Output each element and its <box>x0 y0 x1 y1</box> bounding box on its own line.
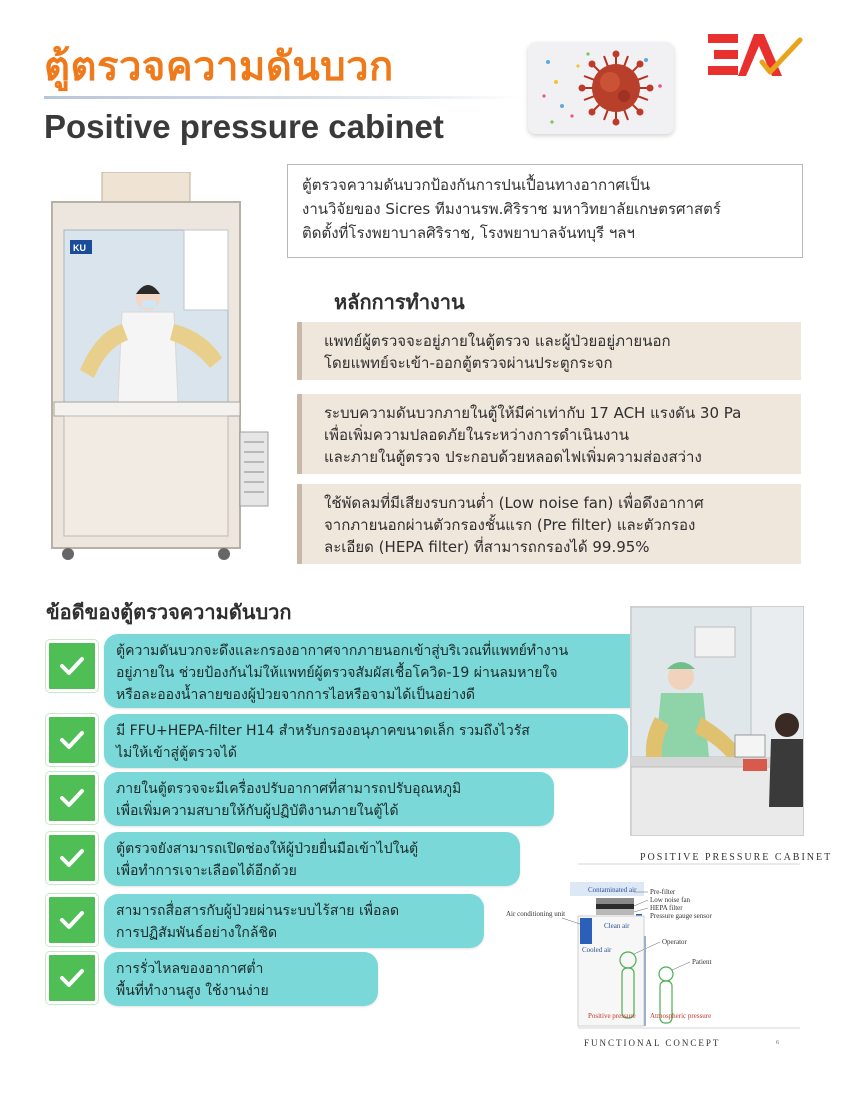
principle-item <box>297 394 801 474</box>
diagram-title: POSITIVE PRESSURE CABINET <box>640 852 833 863</box>
logo-icon <box>704 28 804 88</box>
label-positive-pressure: Positive pressure <box>588 1012 636 1020</box>
principles-heading: หลักการทำงาน <box>334 290 465 314</box>
label-clean-air: Clean air <box>604 922 630 930</box>
label-operator: Operator <box>662 938 687 946</box>
label-cooled-air: Cooled air <box>582 946 612 954</box>
check-icon <box>46 772 98 824</box>
principle-line: ใช้พัดลมที่มีเสียงรบกวนต่ำ (Low noise fan) เพื่อดึงอากาศ <box>324 494 704 512</box>
advantage-bubble <box>104 772 554 826</box>
principle-line: และภายในตู้ตรวจ ประกอบด้วยหลอดไฟเพิ่มความส่องสว่าง <box>324 448 702 466</box>
principle-line: ละเอียด (HEPA filter) ที่สามารถกรองได้ 99.95% <box>324 538 650 556</box>
principle-line: โดยแพทย์จะเข้า-ออกตู้ตรวจผ่านประตูกระจก <box>324 354 613 372</box>
advantage-bubble <box>104 634 674 708</box>
check-icon <box>46 714 98 766</box>
advantage-bubble <box>104 894 484 948</box>
label-contaminated-air: Contaminated air <box>588 886 637 894</box>
label-pressure-gauge: Pressure gauge sensor <box>650 912 712 920</box>
title-divider <box>44 96 524 99</box>
label-hepa-filter: HEPA filter <box>650 904 683 912</box>
check-icon <box>46 894 98 946</box>
check-icon <box>46 952 98 1004</box>
principle-item <box>297 322 801 380</box>
advantage-line: เพื่อเพิ่มความสบายให้กับผู้ปฏิบัติงานภายในตู้ได้ <box>116 803 399 819</box>
ku-badge-text: KU <box>73 243 86 253</box>
advantage-bubble <box>104 714 628 768</box>
label-air-conditioning: Air conditioning unit <box>506 910 566 918</box>
advantage-bubble <box>104 832 520 886</box>
advantage-line: พื้นที่ทำงานสูง ใช้งานง่าย <box>116 983 269 999</box>
advantage-line: ไม่ให้เข้าสู่ตู้ตรวจได้ <box>116 745 237 761</box>
principle-line: แพทย์ผู้ตรวจจะอยู่ภายในตู้ตรวจ และผู้ป่วยอยู่ภายนอก <box>324 332 671 350</box>
advantage-line: หรือละอองน้ำลายของผู้ป่วยจากการไอหรือจามได้เป็นอย่างดี <box>116 687 476 703</box>
principle-item <box>297 484 801 564</box>
virus-illustration <box>528 42 674 134</box>
page-title-thai: ตู้ตรวจความดันบวก <box>44 44 394 90</box>
intro-line: ตู้ตรวจความดันบวกป้องกันการปนเปื้อนทางอากาศเป็น <box>302 176 650 194</box>
virus-icon <box>528 42 674 134</box>
label-low-noise-fan: Low noise fan <box>650 896 691 904</box>
advantage-line: เพื่อทำการเจาะเลือดได้อีกด้วย <box>116 863 297 879</box>
advantage-line: มี FFU+HEPA-filter H14 สำหรับกรองอนุภาคขนาดเล็ก รวมถึงไวรัส <box>116 723 530 739</box>
intro-text-box <box>287 164 803 258</box>
intro-line: ติดตั้งที่โรงพยาบาลศิริราช, โรงพยาบาลจันทบุรี ฯลฯ <box>302 224 635 242</box>
advantages-heading: ข้อดีของตู้ตรวจความดันบวก <box>46 600 292 624</box>
cabinet-photo <box>44 172 276 564</box>
advantage-line: ตู้ตรวจยังสามารถเปิดช่องให้ผู้ป่วยยื่นมือเข้าไปในตู้ <box>116 841 419 857</box>
advantage-line: อยู่ภายใน ช่วยป้องกันไม่ให้แพทย์ผู้ตรวจสัมผัสเชื้อโควิด-19 ผ่านลมหายใจ <box>116 665 558 681</box>
check-icon <box>46 640 98 692</box>
diagram-footer: FUNCTIONAL CONCEPT <box>584 1038 721 1048</box>
advantage-line: การปฏิสัมพันธ์อย่างใกล้ชิด <box>116 925 278 941</box>
advantage-line: สามารถสื่อสารกับผู้ป่วยผ่านระบบไร้สาย เพื่อลด <box>116 903 400 919</box>
advantage-bubble <box>104 952 378 1006</box>
intro-line: งานวิจัยของ Sicres ทีมงานรพ.ศิริราช มหาวิทยาลัยเกษตรศาสตร์ <box>302 200 721 218</box>
principle-line: จากภายนอกผ่านตัวกรองชั้นแรก (Pre filter) และตัวกรอง <box>324 516 696 534</box>
label-pre-filter: Pre-filter <box>650 888 676 896</box>
advantage-line: ตู้ความดันบวกจะดึงและกรองอากาศจากภายนอกเข้าสู่บริเวณที่แพทย์ทำงาน <box>116 643 569 659</box>
cabinet-use-photo <box>630 606 804 836</box>
check-icon <box>46 832 98 884</box>
principle-line: เพื่อเพิ่มความปลอดภัยในระหว่างการดำเนินงาน <box>324 426 629 444</box>
label-atmospheric-pressure: Atmospheric pressure <box>650 1012 712 1020</box>
advantage-line: การรั่วไหลของอากาศต่ำ <box>116 961 264 977</box>
diagram-page-mark: 6 <box>776 1040 779 1046</box>
brand-logo <box>704 28 804 88</box>
page-title-english: Positive pressure cabinet <box>44 108 444 145</box>
advantage-line: ภายในตู้ตรวจจะมีเครื่องปรับอากาศที่สามารถปรับอุณหภูมิ <box>116 781 462 797</box>
label-patient: Patient <box>692 958 712 966</box>
principle-line: ระบบความดันบวกภายในตู้ให้มีค่าเท่ากับ 17 ACH แรงดัน 30 Pa <box>324 404 742 422</box>
functional-diagram <box>500 846 806 1056</box>
